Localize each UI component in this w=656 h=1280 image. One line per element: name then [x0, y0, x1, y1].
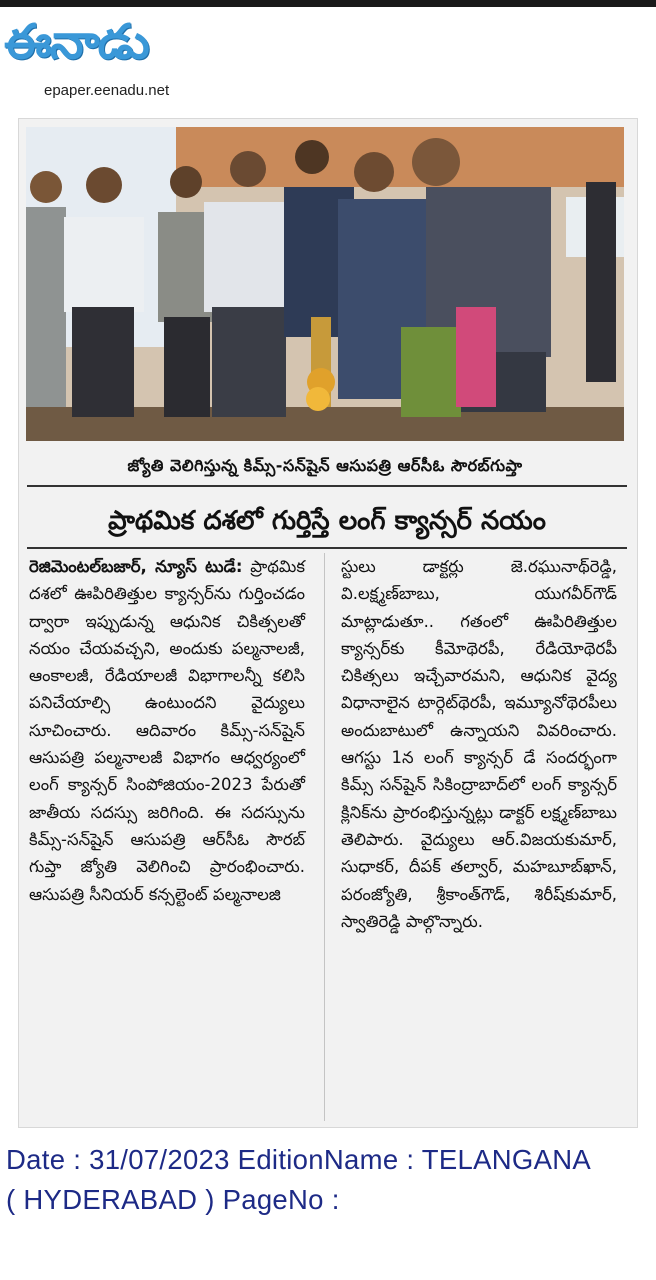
column-divider [324, 553, 325, 1121]
article-column-right [341, 553, 617, 1123]
article-column-left [29, 553, 305, 1123]
headline-divider [27, 547, 627, 549]
article-dateline: రెజిమెంటల్‌బజార్‌, న్యూస్‌ టుడే: [29, 557, 243, 576]
article-headline: ప్రాథమిక దశలో గుర్తిస్తే లంగ్‌ క్యాన్సర్‌ నయం [108, 506, 546, 536]
caption-divider [27, 485, 627, 487]
event-photo-illustration [26, 127, 624, 441]
news-clipping [18, 118, 638, 1128]
edition-date-line: Date : 31/07/2023 EditionName : TELANGANA [6, 1144, 592, 1175]
masthead [0, 10, 656, 100]
edition-info [6, 1140, 652, 1220]
article-right-text: స్టులు డాక్టర్లు జె.రఘునాథ్‌రెడ్డి, వి.లక్ష్మణ్‌బాబు, యుగవీర్‌గౌడ్‌ మాట్లాడుతూ.. గతంలో ఊపిరితిత్తుల క్యాన్సర్‌కు కీమోథెరపీ, రేడియోథెరపీ చికిత్సలు ఇచ్చేవారమని, ఆధునిక వైద్య విధానాలైన టార్గెట్‌థెరపీ, ఇమ్యూనోథెరపీలు అందుబాటులో ఉన్నాయని వివరించారు. ఆగస్టు 1న లంగ్‌ క్యాన్సర్‌ డే సందర్భంగా కిమ్స్‌ సన్‌షైన్‌ సికింద్రాబాద్‌లో లంగ్‌ క్యాన్సర్‌ క్లినిక్‌ను ప్రారంభిస్తున్నట్లు డాక్టర్‌ లక్ష్మణ్‌బాబు తెలిపారు. వైద్యులు ఆర్‌.విజయకుమార్‌, సుధాకర్‌, దీపక్‌ తల్వార్‌, మహబూబ్‌ఖాన్‌, పరంజ్యోతి, శ్రీకాంత్‌గౌడ్‌, శిరీష్‌కుమార్‌, స్వాతిరెడ్డి పాల్గొన్నారు. [341, 557, 617, 931]
article-left-text: ప్రాథమిక దశలో ఊపిరితిత్తుల క్యాన్సర్‌ను గుర్తించడం ద్వారా ఇప్పుడున్న ఆధునిక చికిత్సలతో నయం చేయవచ్చని, అందుకు పల్మనాలజీ, ఆంకాలజీ, రేడియాలజీ విభాగాలన్నీ కలిసి పనిచేయాల్సి ఉంటుందని వైద్యులు సూచించారు. ఆదివారం కిమ్స్‌-సన్‌షైన్‌ ఆసుపత్రి పల్మనాలజీ విభాగం ఆధ్వర్యంలో లంగ్‌ క్యాన్సర్‌ సింపోజియం-2023 పేరుతో జాతీయ సదస్సు జరిగింది. ఈ సదస్సును కిమ్స్‌-సన్‌షైన్‌ ఆసుపత్రి ఆర్‌సీఓ సౌరబ్‌ గుప్తా జ్యోతి వెలిగించి ప్రారంభించారు. ఆసుపత్రి సీనియర్‌ కన్సల్టెంట్‌ పల్మనాలజి [29, 557, 305, 904]
epaper-url[interactable]: epaper.eenadu.net [44, 82, 170, 99]
event-photo [26, 127, 624, 441]
edition-page-line: ( HYDERABAD ) PageNo : [6, 1184, 340, 1215]
photo-caption: జ్యోతి వెలిగిస్తున్న కిమ్స్‌-సన్‌షైన్‌ ఆసుపత్రి ఆర్‌సీఓ సౌరబ్‌గుప్తా [127, 456, 523, 475]
top-strip [0, 0, 656, 7]
eenadu-logo[interactable]: ఈనాడు [4, 14, 148, 70]
